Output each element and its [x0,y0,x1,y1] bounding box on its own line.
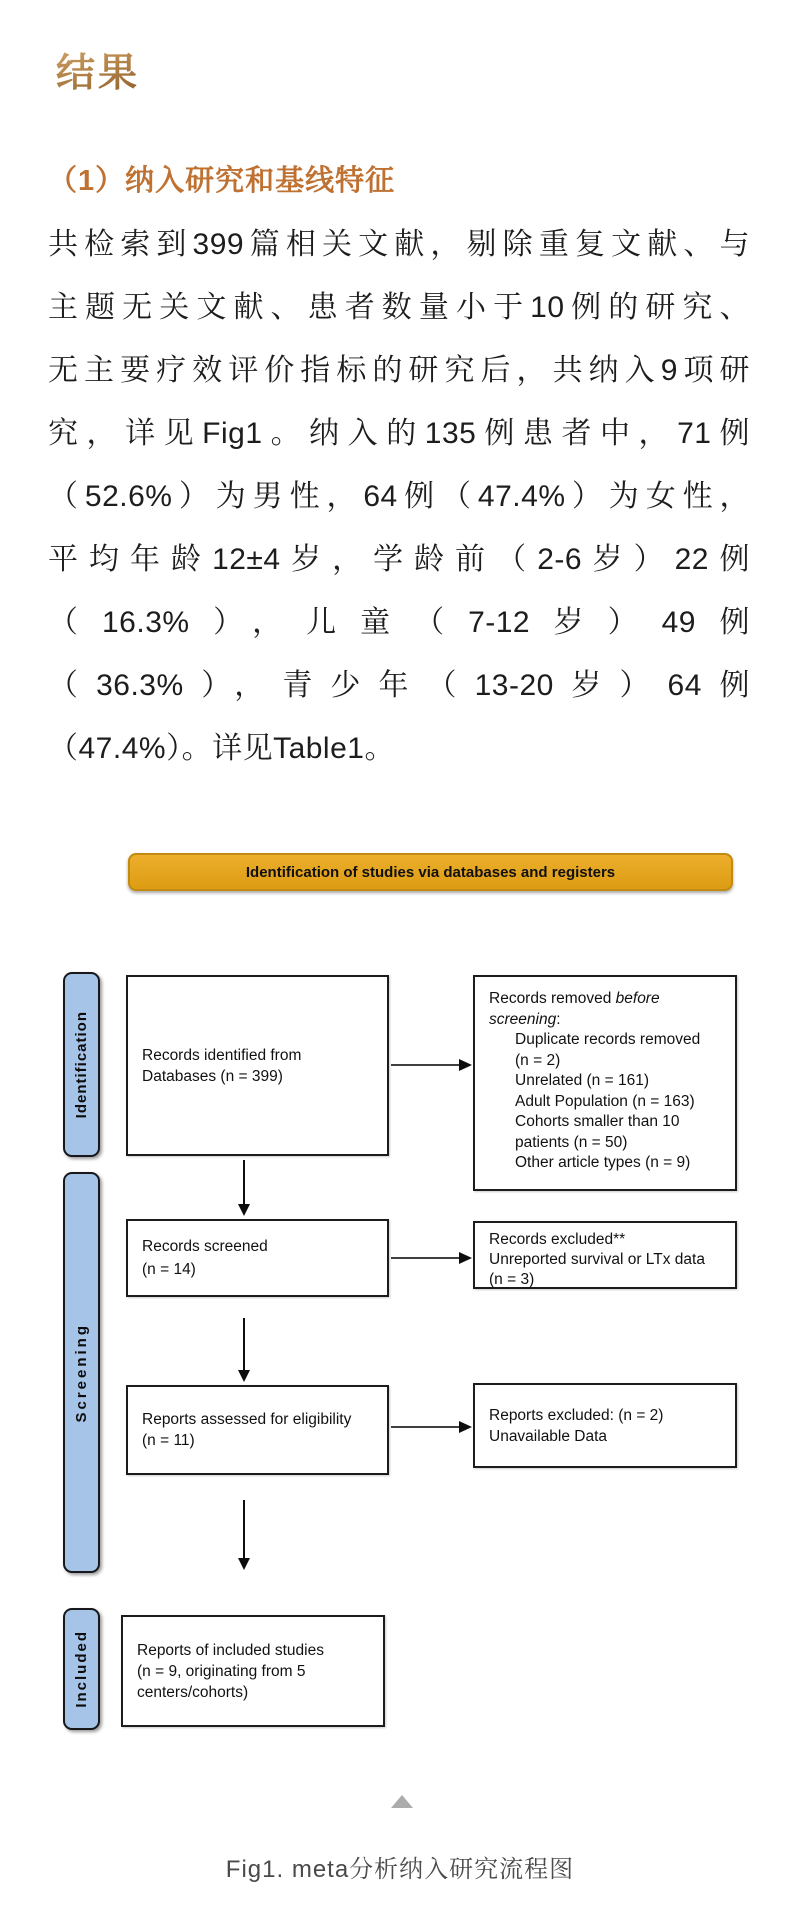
stage-label-screening-text: Screening [73,1322,90,1423]
arrow-right-icon [391,1064,459,1066]
flow-box-line: Records identified from [142,1046,302,1064]
stage-label-identification [63,972,100,1157]
flow-box-line: Adult Population (n = 163) [515,1092,695,1110]
flow-box-records-excluded [473,1221,737,1289]
paragraph-line: （47.4%）。详见Table1。 [48,732,395,765]
flow-box-line: (n = 14) [142,1261,196,1278]
arrow-down-icon [243,1318,245,1370]
flow-box-records-identified [126,975,389,1156]
paragraph-line: 究，详见Fig1。纳入的135例患者中，71例 [48,417,750,450]
flow-box-records-removed [473,975,737,1191]
flow-box-line: Reports of included studies [137,1641,324,1659]
paragraph-line: 主题无关文献、患者数量小于10例的研究、 [48,291,750,324]
flow-box-line: Records screened [142,1238,268,1255]
flow-box-line: Unrelated (n = 161) [515,1072,649,1089]
paragraph-line: 无主要疗效评价指标的研究后，共纳入9项研 [48,354,750,387]
flow-box-line: centers/cohorts) [137,1683,249,1701]
paragraph-line: （16.3%），儿童（7-12岁）49例 [48,606,750,639]
scroll-top-icon[interactable] [391,1795,413,1808]
flow-box-line: (n = 9, originating from 5 [137,1662,306,1680]
flow-box-line: Unreported survival or LTx data [489,1251,705,1268]
stage-label-identification-text: Identification [73,1010,90,1119]
diagram-banner: Identification of studies via databases and registers [128,853,733,891]
stage-label-screening [63,1172,100,1573]
subsection-title: （1）纳入研究和基线特征 [48,165,396,197]
flow-box-line: Unavailable Data [489,1427,608,1445]
body-paragraph [48,213,750,780]
section-title: 结果 [56,42,140,98]
flow-box-line: Records excluded** [489,1231,626,1248]
arrow-right-icon [391,1257,459,1259]
flow-box-line: Duplicate records removed [515,1031,701,1048]
flow-box-reports-assessed [126,1385,389,1475]
paragraph-line: 共检索到399篇相关文献，剔除重复文献、与 [48,228,750,261]
flow-box-line: patients (n = 50) [515,1133,628,1151]
stage-label-included [63,1608,100,1730]
stage-label-included-text: Included [73,1630,90,1708]
flow-box-line: Cohorts smaller than 10 [515,1113,680,1130]
arrow-down-icon [243,1160,245,1204]
arrow-right-icon [391,1426,459,1428]
paragraph-line: （36.3%），青少年（13-20岁）64例 [48,669,750,702]
flow-box-line: (n = 3) [489,1271,535,1288]
flow-box-line: (n = 2) [515,1051,561,1069]
paragraph-line: 平均年龄12±4岁，学龄前（2-6岁）22例 [48,543,750,576]
paragraph-line: （52.6%）为男性，64例（47.4%）为女性， [48,480,750,513]
arrow-down-icon [243,1500,245,1558]
flow-box-records-screened [126,1219,389,1297]
flow-box-line: Records removed before [489,990,660,1007]
flow-box-line: (n = 11) [142,1432,195,1449]
flow-box-line: Other article types (n = 9) [515,1154,691,1171]
flow-box-reports-included [121,1615,385,1727]
flow-box-line: screening: [489,1010,561,1028]
flow-box-line: Reports excluded: (n = 2) [489,1406,664,1424]
flow-box-line: Databases (n = 399) [142,1067,283,1085]
flow-box-reports-excluded [473,1383,737,1468]
flow-box-line: Reports assessed for eligibility [142,1411,352,1428]
figure-caption: Fig1. meta分析纳入研究流程图 [225,1856,575,1883]
